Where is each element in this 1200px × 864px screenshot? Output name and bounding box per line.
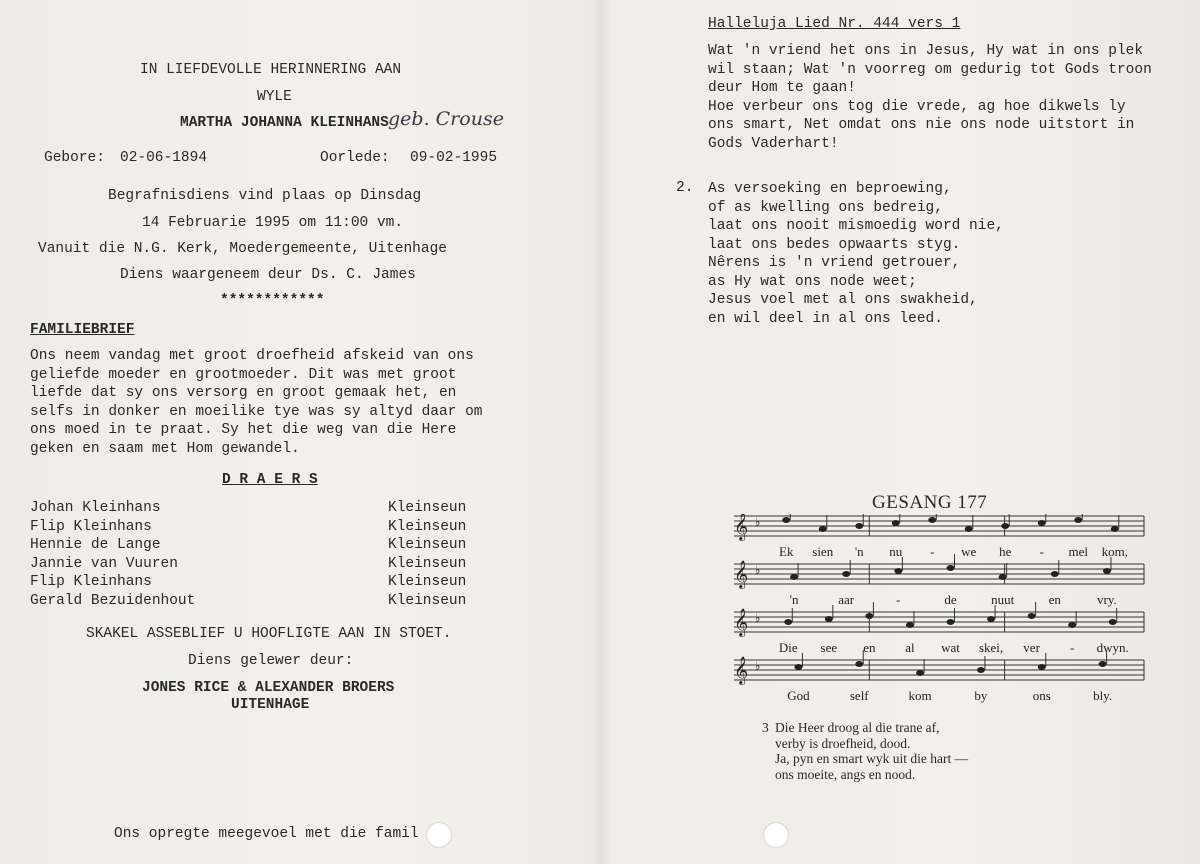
note-head <box>1028 613 1036 619</box>
note-head <box>894 568 902 574</box>
note-head <box>965 526 973 532</box>
service-line-4: Diens waargeneem deur Ds. C. James <box>120 267 416 283</box>
note-head <box>947 619 955 625</box>
lyric-syllable: God <box>787 688 810 703</box>
lyric-syllable: we <box>961 544 977 559</box>
condolence-note: Ons opregte meegevoel met die famil <box>114 826 419 842</box>
lyric-syllable: mel <box>1068 544 1088 559</box>
note-head <box>842 571 850 577</box>
memorial-heading: IN LIEFDEVOLLE HERINNERING AAN <box>140 62 402 78</box>
punch-hole-right <box>763 822 789 848</box>
verse-line: deur Hom te gaan! <box>708 80 856 96</box>
bearer-name: Flip Kleinhans <box>30 518 152 535</box>
service-line-2: 14 Februarie 1995 om 11:00 vm. <box>142 215 404 231</box>
verse-line: ons moeite, angs en nood. <box>775 766 916 782</box>
note-head <box>1074 517 1082 523</box>
family-letter-line: Ons neem vandag met groot droefheid afskeid van ons <box>30 348 474 364</box>
note-head <box>999 574 1007 580</box>
service-line-3: Vanuit die N.G. Kerk, Moedergemeente, Uitenhage <box>38 241 447 257</box>
verse-line: Ja, pyn en smart wyk uit die hart — <box>775 751 969 766</box>
note-head <box>916 670 924 676</box>
hymn-title: Halleluja Lied Nr. 444 vers 1 <box>708 16 961 32</box>
family-letter-line: geken en saam met Hom gewandel. <box>30 440 300 457</box>
lyric-syllable: sien <box>812 544 834 559</box>
lyric-syllable: de <box>944 592 957 607</box>
lyric-syllable: Die <box>778 640 798 655</box>
verse-line: laat ons nooit mismoedig word nie, <box>708 218 1004 234</box>
bearer-relation: Kleinseun <box>388 518 467 535</box>
key-flat: ♭ <box>754 660 762 674</box>
note-head <box>819 526 827 532</box>
lyric-syllable: by <box>974 688 988 703</box>
bearer-name: Gerald Bezuidenhout <box>30 592 196 609</box>
verse-line: Wat 'n vriend het ons in Jesus, Hy wat in ons plek <box>708 43 1144 59</box>
bearer-relation: Kleinseun <box>388 555 467 572</box>
lyric-syllable: he <box>999 544 1012 559</box>
note-head <box>1103 568 1111 574</box>
bearers-title: D R A E R S <box>222 472 318 488</box>
hymn-verse-3 <box>775 720 968 782</box>
lyric-syllable: aar <box>838 592 855 607</box>
family-letter-line: geliefde moeder en grootmoeder. Dit was met groot <box>30 366 457 383</box>
note-head <box>1111 526 1119 532</box>
lyric-syllable: - <box>930 544 935 559</box>
lyric-syllable: kom <box>908 688 932 703</box>
note-head <box>1038 664 1046 670</box>
lyric-syllable: nuut <box>991 592 1015 607</box>
hymn-verse-2 <box>708 180 1004 328</box>
treble-clef: 𝄞 <box>734 515 749 542</box>
lyric-syllable: bly. <box>1093 688 1113 703</box>
lyric-syllable: ons <box>1032 688 1051 703</box>
lyric-syllable: - <box>1039 544 1044 559</box>
verse-line: Jesus voel met al ons swakheid, <box>708 292 978 308</box>
lyric-syllable: - <box>896 592 901 607</box>
note-head <box>1068 622 1076 628</box>
born-label: Gebore: <box>44 150 105 166</box>
note-head <box>865 613 873 619</box>
note-head <box>906 622 914 628</box>
deceased-name: MARTHA JOHANNA KLEINHANS <box>180 115 389 131</box>
lyric-syllable: ver <box>1023 640 1040 655</box>
note-head <box>892 520 900 526</box>
verse-line: of as kwelling ons bedreig, <box>708 199 943 216</box>
headlights-notice: SKAKEL ASSEBLIEF U HOOFLIGTE AAN IN STOET. <box>86 626 452 642</box>
died-label: Oorlede: <box>320 150 390 166</box>
hymn-verse-1 <box>708 42 1152 153</box>
family-letter-body <box>30 347 482 458</box>
bearer-name: Jannie van Vuuren <box>30 555 178 572</box>
family-letter-line: liefde dat sy ons versorg en groot gemaak het, en <box>30 385 457 401</box>
gesang-title: GESANG 177 <box>872 492 988 513</box>
lyric-syllable: - <box>1069 640 1075 655</box>
bearers-relations <box>388 499 466 610</box>
lyric-syllable: see <box>820 640 838 655</box>
note-head <box>977 667 985 673</box>
lyric-syllable: nu <box>889 544 903 559</box>
note-head <box>928 517 936 523</box>
bearer-relation: Kleinseun <box>388 592 467 609</box>
separator-stars: ************ <box>220 293 325 309</box>
born-date: 02-06-1894 <box>120 150 208 166</box>
lyric-syllable: kom, <box>1101 544 1128 559</box>
note-head <box>784 619 792 625</box>
lyric-syllable: 'n <box>854 544 864 559</box>
verse-line: laat ons bedes opwaarts styg. <box>708 236 961 253</box>
treble-clef: 𝄞 <box>734 659 749 686</box>
verse-line: Gods Vaderhart! <box>708 135 839 152</box>
key-flat: ♭ <box>754 612 762 626</box>
undertaker-town: UITENHAGE <box>231 697 310 713</box>
note-head <box>794 664 802 670</box>
bearers-names <box>30 499 195 610</box>
bearer-relation: Kleinseun <box>388 574 467 590</box>
verse-line: Die Heer droog al die trane af, <box>775 720 940 735</box>
handwritten-maiden-name: geb. Crouse <box>388 108 504 130</box>
verse-line: As versoeking en beproewing, <box>708 181 952 197</box>
key-flat: ♭ <box>754 564 762 578</box>
verse-3-number: 3 <box>762 720 769 735</box>
bearer-name: Johan Kleinhans <box>30 500 161 516</box>
note-head <box>1051 571 1059 577</box>
sheet-music <box>728 514 1148 712</box>
treble-clef: 𝄞 <box>734 611 749 638</box>
note-head <box>1109 619 1117 625</box>
lyric-syllable: vry. <box>1097 592 1117 607</box>
lyric-syllable: Ek <box>779 544 794 559</box>
note-head <box>825 616 833 622</box>
services-by: Diens gelewer deur: <box>188 653 354 669</box>
key-flat: ♭ <box>754 516 762 530</box>
punch-hole-left <box>426 822 452 848</box>
note-head <box>1038 520 1046 526</box>
lyric-syllable: al <box>905 640 915 655</box>
note-head <box>1001 523 1009 529</box>
verse-line: Nêrens is 'n vriend getrouer, <box>708 255 961 271</box>
lyric-syllable: en <box>863 640 876 655</box>
verse-line: en wil deel in al ons leed. <box>708 310 943 327</box>
note-head <box>855 523 863 529</box>
note-head <box>855 661 863 667</box>
bearer-name: Flip Kleinhans <box>30 574 152 590</box>
verse-line: wil staan; Wat 'n voorreg om gedurig tot Gods troon <box>708 61 1152 78</box>
verse-line: as Hy wat ons node weet; <box>708 273 917 290</box>
note-head <box>1099 661 1107 667</box>
died-date: 09-02-1995 <box>410 150 498 166</box>
lyric-syllable: wat <box>941 640 960 655</box>
lyric-syllable: 'n <box>789 592 799 607</box>
note-head <box>790 574 798 580</box>
note-head <box>782 517 790 523</box>
treble-clef: 𝄞 <box>734 563 749 590</box>
lyric-syllable: en <box>1048 592 1061 607</box>
bearer-name: Hennie de Lange <box>30 537 161 553</box>
family-letter-title: FAMILIEBRIEF <box>30 322 135 338</box>
undertaker-name: JONES RICE & ALEXANDER BROERS <box>142 680 395 696</box>
late-label: WYLE <box>257 89 292 105</box>
lyric-syllable: skei, <box>978 640 1004 655</box>
verse-line: Hoe verbeur ons tog die vrede, ag hoe dikwels ly <box>708 98 1126 115</box>
lyric-syllable: dwyn. <box>1096 640 1129 655</box>
verse-line: verby is droefheid, dood. <box>775 735 911 751</box>
family-letter-line: selfs in donker en moeilike tye was sy altyd daar om <box>30 403 483 420</box>
service-line-1: Begrafnisdiens vind plaas op Dinsdag <box>108 188 422 204</box>
family-letter-line: ons moed in te praat. Sy het die weg van die Here <box>30 422 457 438</box>
note-head <box>987 616 995 622</box>
verse-line: ons smart, Net omdat ons nie ons node uitstort in <box>708 117 1135 133</box>
lyric-syllable: self <box>849 688 869 703</box>
bearer-relation: Kleinseun <box>388 537 467 553</box>
note-head <box>947 565 955 571</box>
verse-2-number: 2. <box>676 180 694 196</box>
bearer-relation: Kleinseun <box>388 500 467 516</box>
